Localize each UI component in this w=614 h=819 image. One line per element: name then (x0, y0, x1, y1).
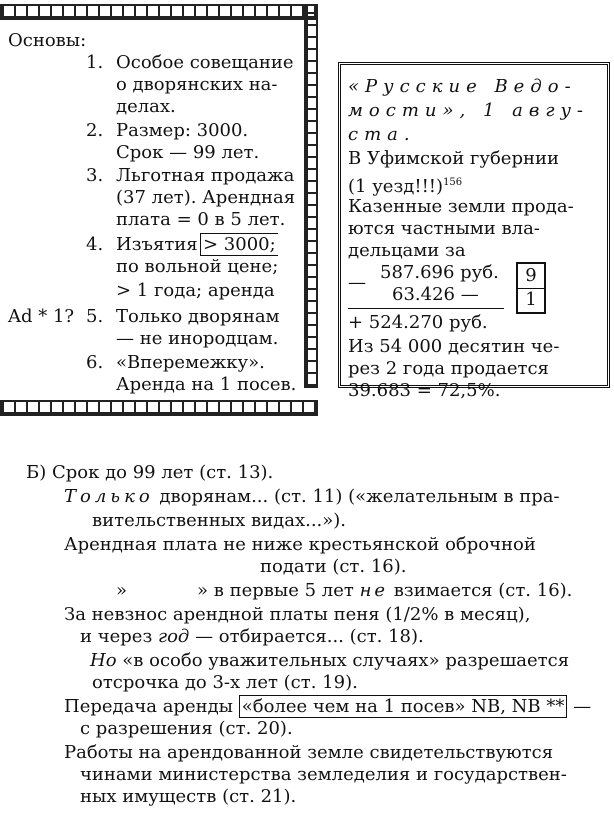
para-line: вительственных видах...»). (92, 510, 347, 531)
item-1-line: делах. (116, 96, 176, 117)
note-line: дельцами за (348, 240, 466, 261)
spaced-italic: Только (64, 486, 154, 507)
italic-text: год (158, 626, 190, 647)
fraction-top: 9 (518, 264, 544, 289)
note-line: В Уфимской губернии (348, 148, 559, 169)
value-524270: + 524.270 руб. (348, 312, 488, 333)
para-line (90, 650, 569, 672)
item-2-line: Срок — 99 лет. (116, 142, 260, 163)
item-5-line: — не инородцам. (116, 328, 279, 349)
footnote-number: 156 (443, 177, 463, 188)
item-3-line: Льготная продажа (116, 165, 295, 186)
para-line: подати (ст. 16). (260, 556, 407, 577)
item-3-number: 3. (86, 165, 104, 186)
item-6-line: Аренда на 1 посев. (116, 374, 297, 395)
value-63426: 63.426 — (392, 284, 479, 305)
para-line: Работы на арендованной земле свидетельствуются (64, 742, 554, 763)
item-5-number: 5. (86, 306, 104, 327)
item-5-prefix: Ad * 1? (8, 306, 75, 327)
item-4-bracketed: > 3000; (200, 234, 278, 256)
para-text: и через (80, 626, 158, 647)
bottom-meander-border (2, 402, 316, 414)
note-line: Казенные земли прода- (348, 196, 574, 217)
note-text: (1 уезд!!!) (348, 176, 444, 197)
para-line: чинами министерства земледелия и государствен- (80, 764, 567, 785)
para-text: » в первые 5 лет (197, 580, 360, 601)
item-4-line: Изъятия (116, 234, 198, 255)
heading-osnovy: Основы: (8, 30, 87, 51)
ditto-mark: » (116, 580, 128, 601)
para-line (64, 696, 591, 718)
item-4-line: > 1 года; аренда (116, 280, 275, 301)
spaced-italic: не (359, 580, 389, 601)
item-1-line: о дворянских на- (116, 74, 278, 95)
para-line: Арендная плата не ниже крестьянской оброчной (64, 534, 536, 555)
right-meander-border (306, 6, 316, 386)
para-line: с разрешения (ст. 20). (80, 718, 293, 739)
para-text: Передача аренды (64, 696, 239, 717)
item-3-line: плата = 0 в 5 лет. (116, 209, 286, 230)
para-text: «в особо уважительных случаях» разрешается (116, 650, 570, 671)
item-1-number: 1. (86, 52, 104, 73)
item-2-line: Размер: 3000. (116, 120, 249, 141)
note-line: Из 54 000 десятин че- (348, 336, 560, 357)
item-5-line: Только дворянам (116, 306, 280, 327)
minus-sign: — (348, 272, 366, 293)
para-line: Б) Срок до 99 лет (ст. 13). (26, 462, 274, 483)
item-4-line: по вольной цене; (116, 256, 279, 277)
para-text: — (567, 696, 592, 717)
top-meander-border (2, 6, 316, 18)
para-text: дворянам... (ст. 11) («желательным в пра- (153, 486, 560, 507)
italic-text: Но (90, 650, 117, 671)
note-line: ста. (348, 124, 416, 145)
sum-rule (348, 308, 504, 309)
para-line (64, 486, 560, 508)
para-line: За невзнос арендной платы пеня (1/2% в месяц), (64, 604, 531, 625)
note-line: 39.683 = 72,5%. (348, 380, 501, 401)
bracketed-text: «более чем на 1 посев» NB, NB ** (239, 695, 568, 718)
para-line (80, 626, 424, 648)
item-6-number: 6. (86, 352, 104, 373)
boxed-fraction (516, 262, 546, 314)
note-line (348, 172, 462, 198)
para-line: отсрочка до 3-х лет (ст. 19). (92, 672, 358, 693)
note-line: «Русские Ведо- (348, 76, 577, 97)
para-line (116, 580, 572, 602)
note-line: рез 2 года продается (348, 358, 549, 379)
item-2-number: 2. (86, 120, 104, 141)
item-6-line: «Вперемежку». (116, 352, 265, 373)
item-3-line: (37 лет). Арендная (116, 187, 296, 208)
fraction-bottom: 1 (525, 289, 537, 310)
item-4-number: 4. (86, 234, 104, 255)
item-1-line: Особое совещание (116, 52, 294, 73)
para-text: взимается (ст. 16). (388, 580, 573, 601)
value-587696: 587.696 руб. (380, 262, 499, 283)
para-line: ных имуществ (ст. 21). (80, 786, 297, 807)
para-text: — отбирается... (ст. 18). (189, 626, 424, 647)
note-line: мости», 1 авгу- (348, 100, 589, 121)
note-line: ются частными вла- (348, 218, 540, 239)
